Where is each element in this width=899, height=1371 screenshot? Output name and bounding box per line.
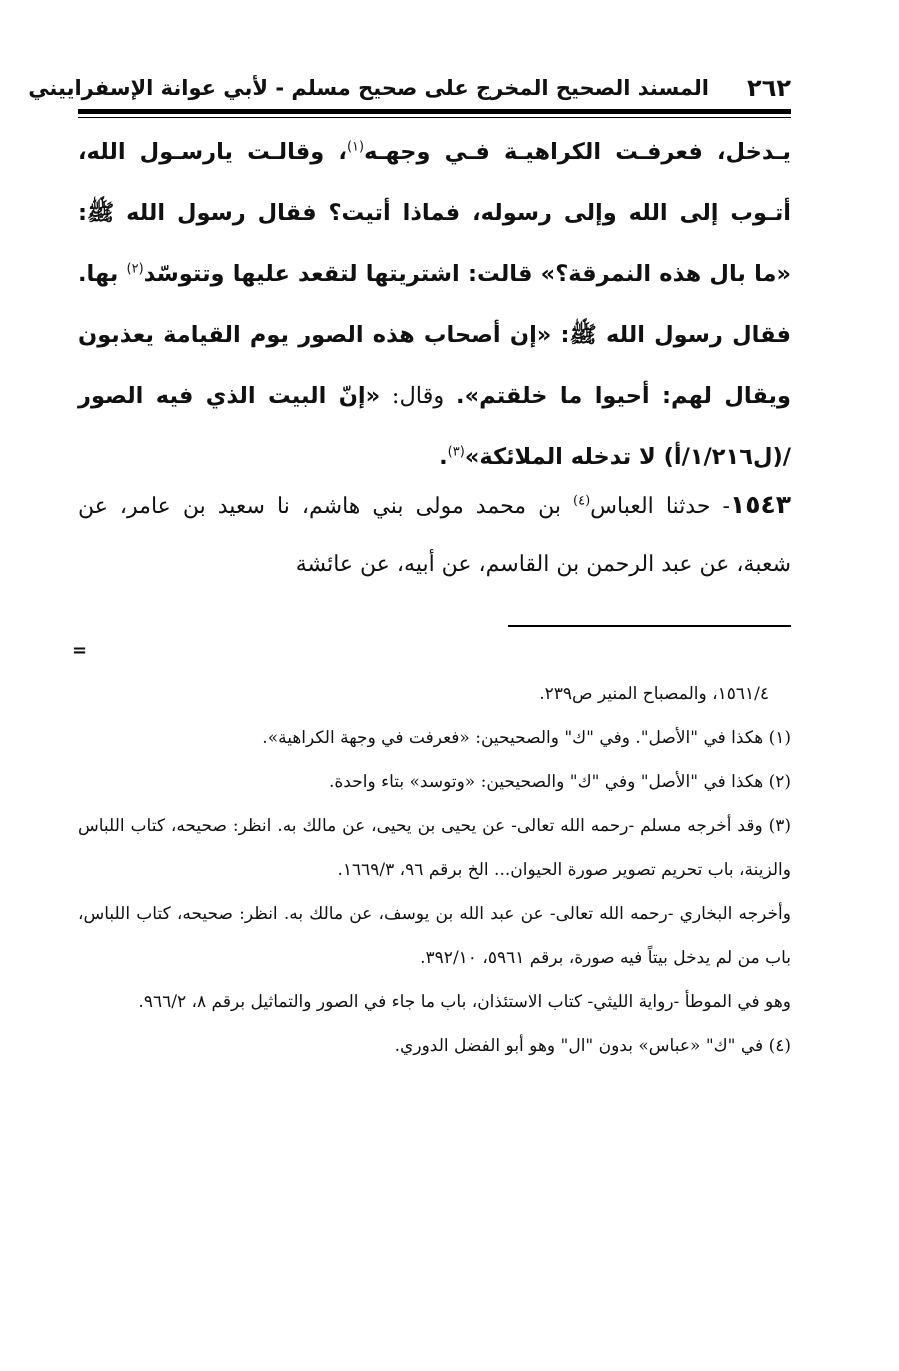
text-run: - حدثنا العباس (590, 494, 730, 519)
footnote-continuation: ١٥٦١/٤، والمصباح المنير ص٢٣٩. (539, 684, 769, 704)
text-run: ، وقالـت يارسـول الله، أتـوب إلى الله وإلى رسوله، فماذا أتيت؟ فقال رسول الله ﷺ: «ما بال هذه النمرقة؟» قالت: اشتريتها لتقعد عليها وتتوسّد (78, 139, 791, 287)
quote-run: «إنّ البيت الذي فيه الصور /(ل١/٢١٦/أ) لا تدخله الملائكة» (78, 383, 791, 470)
footnote-3: (٣) وقد أخرجه مسلم -رحمه الله تعالى- عن يحيى بن يحيى، عن مالك به. انظر: صحيحه، كتاب اللباس والزينة، باب تحريم تصوير صورة الحيوان... الخ برقم ٩٦، ١٦٦٩/٣. (78, 816, 791, 880)
running-header (28, 74, 791, 106)
text-run: بن محمد مولى بني هاشم، نا سعيد بن عامر، عن شعبة، عن عبد الرحمن بن القاسم، عن أبيه، عن عائشة (78, 494, 791, 577)
footnotes (78, 672, 791, 1068)
main-paragraph (78, 122, 791, 488)
header-rule-thick (78, 109, 791, 114)
footnote-marker: (١) (346, 139, 365, 155)
running-title: المسند الصحيح المخرج على صحيح مسلم - لأبي عوانة الإسفراييني (28, 76, 709, 100)
footnote-3-continued: وهو في الموطأ -رواية الليثي- كتاب الاستئذان، باب ما جاء في الصور والتماثيل برقم ٨، ٩٦٦/٢. (138, 992, 791, 1012)
text-run: وقال: (380, 383, 457, 409)
hadith-paragraph (78, 476, 791, 594)
text-run: بها. فقال رسول الله ﷺ: «إن أصحاب هذه الصور يوم القيامة يعذبون ويقال لهم: أحيوا ما خلقتم». (78, 261, 791, 409)
text-run: . (439, 444, 448, 470)
hadith-number: ١٥٤٣ (729, 490, 791, 519)
footnote-marker: (٤) (573, 493, 591, 509)
footnote-marker: (٢) (126, 261, 144, 277)
footnote-separator (508, 625, 791, 627)
header-rule-thin (78, 117, 791, 118)
page-number: ٢٦٢ (747, 74, 791, 102)
footnote-2: (٢) هكذا في "الأصل" وفي "ك" والصحيحين: «وتوسد» بتاء واحدة. (329, 772, 791, 792)
footnote-3-continued: وأخرجه البخاري -رحمه الله تعالى- عن عبد الله بن يوسف، عن مالك به. انظر: صحيحه، كتاب اللباس، باب من لم يدخل بيتاً فيه صورة، برقم ٥٩٦١، ٣٩٢/١٠. (78, 904, 791, 968)
footnote-marker: (٣) (447, 444, 465, 460)
main-text (78, 122, 791, 488)
hadith-text (78, 476, 791, 594)
text-run: يـدخل، فعرفـت الكراهيـة فـي وجهـه (364, 139, 791, 165)
footnote-1: (١) هكذا في "الأصل". وفي "ك" والصحيحين: «فعرفت في وجهة الكراهية». (262, 728, 791, 748)
continuation-mark: = (72, 640, 88, 661)
footnote-4: (٤) في "ك" «عباس» بدون "ال" وهو أبو الفضل الدوري. (394, 1036, 791, 1056)
